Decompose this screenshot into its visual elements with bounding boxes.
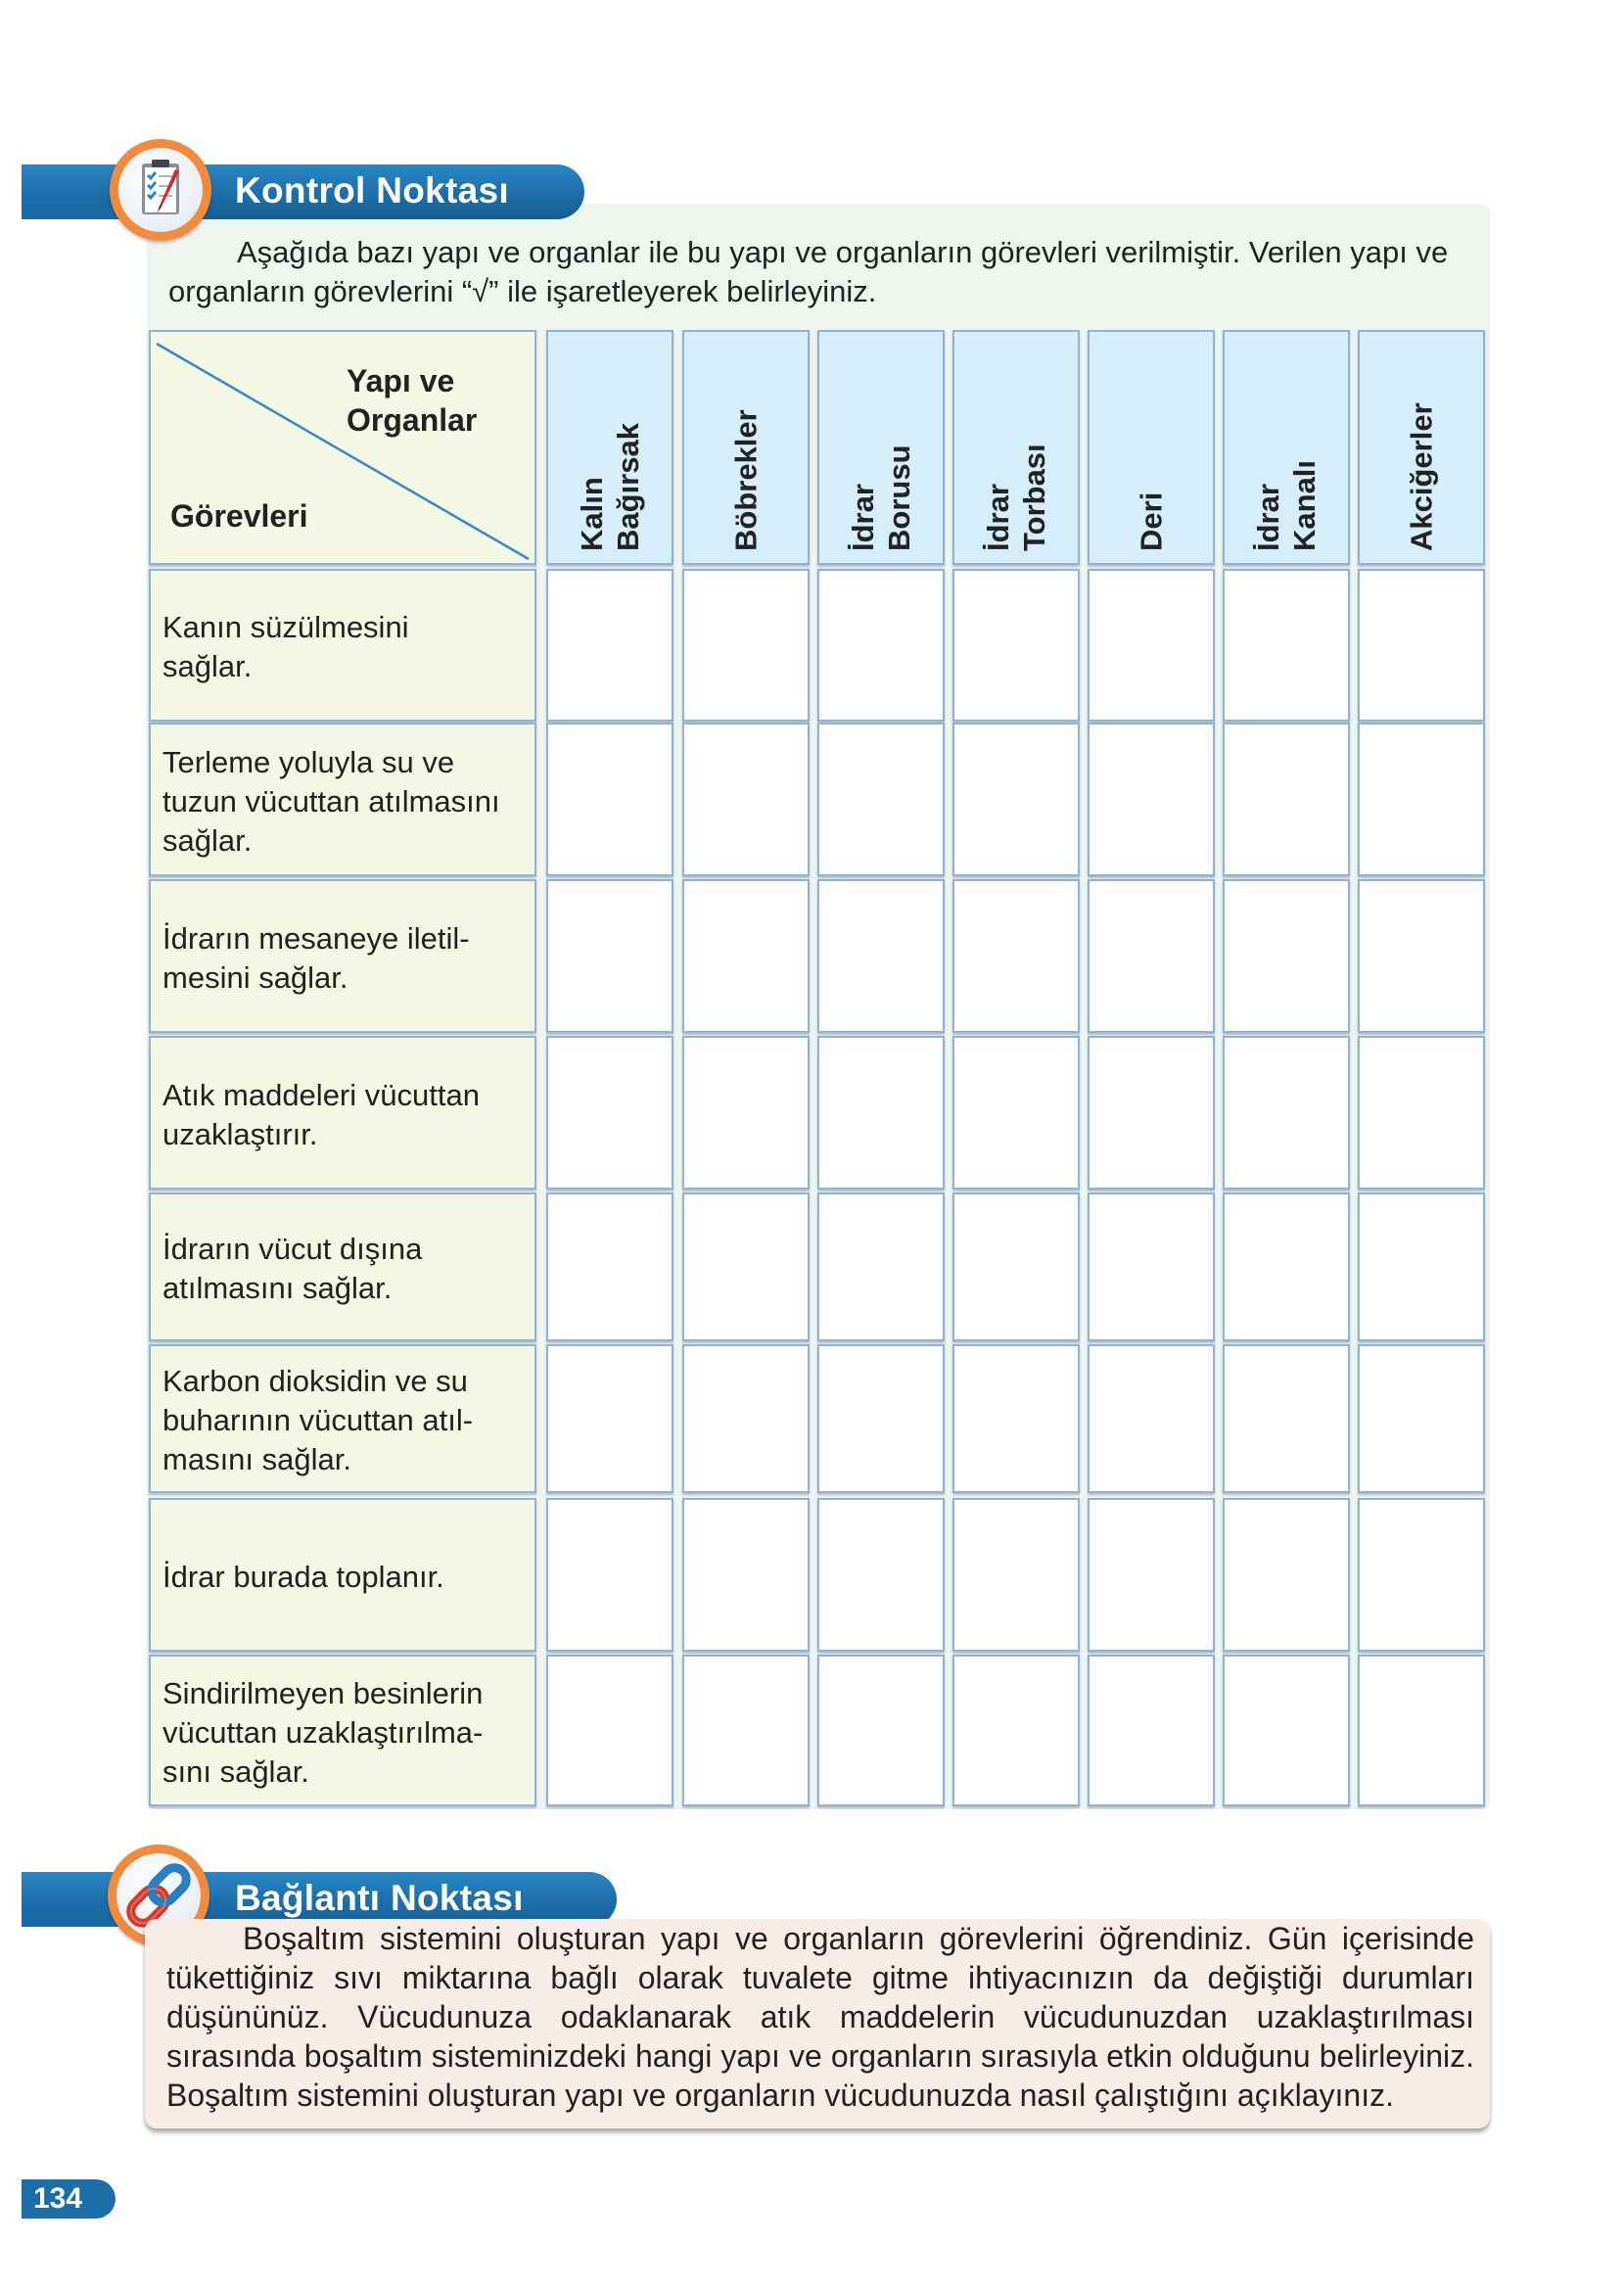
answer-cell[interactable] <box>1088 1498 1215 1652</box>
row-header-line: İdrarın mesaneye iletil- <box>162 921 470 956</box>
answer-cell[interactable] <box>817 1344 945 1493</box>
answer-cell[interactable] <box>1088 879 1215 1033</box>
row-header-line: Kanın süzülmesini <box>162 610 409 644</box>
row-header-text <box>162 1558 527 1597</box>
kontrol-badge <box>110 139 211 241</box>
answer-cell[interactable] <box>817 879 945 1033</box>
answer-cell[interactable] <box>546 1192 673 1341</box>
row-header-text <box>162 1076 527 1154</box>
answer-cell[interactable] <box>682 1036 810 1190</box>
answer-cell[interactable] <box>682 1192 810 1341</box>
column-header-line: Bağırsak <box>611 423 645 551</box>
row-header-line: sağlar. <box>162 823 253 858</box>
answer-cell[interactable] <box>952 879 1080 1033</box>
answer-cell[interactable] <box>682 1655 810 1806</box>
row-header-text <box>162 1230 527 1308</box>
column-header-line: Torbası <box>1017 444 1051 551</box>
row-header-line: Sindirilmeyen besinlerin <box>162 1676 484 1710</box>
answer-cell[interactable] <box>1358 1036 1485 1190</box>
answer-cell[interactable] <box>682 1344 810 1493</box>
answer-cell[interactable] <box>682 569 810 722</box>
answer-cell[interactable] <box>817 1192 945 1341</box>
answer-cell[interactable] <box>1223 1498 1350 1652</box>
row-header <box>149 1036 536 1190</box>
column-header <box>1088 330 1215 565</box>
answer-cell[interactable] <box>817 569 945 722</box>
row-header <box>149 569 536 722</box>
answer-cell[interactable] <box>1088 1655 1215 1806</box>
answer-cell[interactable] <box>1358 1498 1485 1652</box>
row-header-text <box>162 1674 527 1792</box>
row-header-line: Atık maddeleri vücuttan <box>162 1078 480 1112</box>
row-header-line: tuzun vücuttan atılmasını <box>162 784 500 818</box>
row-header <box>149 1498 536 1652</box>
answer-cell[interactable] <box>1223 1192 1350 1341</box>
answer-cell[interactable] <box>546 1498 673 1652</box>
row-header-line: Karbon dioksidin ve su <box>162 1364 468 1398</box>
answer-cell[interactable] <box>546 879 673 1033</box>
answer-cell[interactable] <box>1223 569 1350 722</box>
corner-structures-label <box>347 361 477 440</box>
corner-tasks-label: Görevleri <box>170 498 308 534</box>
answer-cell[interactable] <box>1223 879 1350 1033</box>
column-header <box>817 330 945 565</box>
row-header <box>149 1192 536 1341</box>
answer-cell[interactable] <box>1358 1344 1485 1493</box>
answer-cell[interactable] <box>546 569 673 722</box>
column-header-line: Kalın <box>575 477 609 551</box>
column-header-line: İdrar <box>846 484 880 551</box>
row-header-line: atılmasını sağlar. <box>162 1271 393 1305</box>
answer-cell[interactable] <box>546 1036 673 1190</box>
column-header-label <box>845 445 917 552</box>
row-header <box>149 1655 536 1806</box>
row-header-text <box>162 1362 527 1479</box>
column-header-label <box>728 409 765 551</box>
answer-cell[interactable] <box>817 1036 945 1190</box>
answer-cell[interactable] <box>952 1344 1080 1493</box>
column-header-line: Böbrekler <box>728 409 764 551</box>
column-header-line: İdrar <box>1251 484 1285 551</box>
column-header <box>952 330 1080 565</box>
answer-cell[interactable] <box>952 1655 1080 1806</box>
corner-structures-line-2: Organlar <box>347 402 478 438</box>
answer-cell[interactable] <box>1088 1192 1215 1341</box>
answer-cell[interactable] <box>1358 723 1485 876</box>
column-header-label <box>1250 460 1322 551</box>
column-header-label <box>980 444 1052 551</box>
column-header-line: Kanalı <box>1287 459 1322 551</box>
answer-cell[interactable] <box>952 569 1080 722</box>
column-header <box>546 330 673 565</box>
answer-cell[interactable] <box>817 1498 945 1652</box>
answer-cell[interactable] <box>952 1192 1080 1341</box>
column-header <box>1358 330 1485 565</box>
row-header <box>149 723 536 876</box>
row-header-line: İdrar burada toplanır. <box>162 1560 444 1594</box>
row-header-line: İdrarın vücut dışına <box>162 1232 423 1266</box>
answer-cell[interactable] <box>952 1498 1080 1652</box>
answer-cell[interactable] <box>1358 879 1485 1033</box>
answer-cell[interactable] <box>1088 1036 1215 1190</box>
row-header-line: vücuttan uzaklaştırılma- <box>162 1715 484 1750</box>
answer-cell[interactable] <box>1358 569 1485 722</box>
answer-cell[interactable] <box>1223 1036 1350 1190</box>
answer-cell[interactable] <box>682 1498 810 1652</box>
answer-cell[interactable] <box>817 723 945 876</box>
answer-cell[interactable] <box>1223 1344 1350 1493</box>
answer-cell[interactable] <box>1358 1655 1485 1806</box>
row-header <box>149 1344 536 1493</box>
answer-cell[interactable] <box>1088 1344 1215 1493</box>
row-header-line: masını sağlar. <box>162 1442 351 1476</box>
answer-cell[interactable] <box>1088 723 1215 876</box>
row-header-line: uzaklaştırır. <box>162 1117 318 1151</box>
answer-cell[interactable] <box>1088 569 1215 722</box>
answer-cell[interactable] <box>817 1655 945 1806</box>
baglanti-text: Boşaltım sistemini oluşturan yapı ve organların görevlerini öğrendiniz. Gün içerisinde tükettiğiniz sıvı miktarına bağlı olarak tuvalete gitme ihtiyacınızın da değiştiği durumları düşününüz. Vücudunuza odaklanarak atık maddelerin vücudunuzdan uzaklaştırılması sırasında boşaltım sisteminizdeki hangi yapı ve organların sırasıyla etkin olduğunu belirleyiniz. Boşaltım sistemini oluşturan yapı ve organların vücudunuzda nasıl çalıştığını açıklayınız. <box>166 1921 1474 2113</box>
kontrol-title: Kontrol Noktası <box>235 170 509 210</box>
column-header <box>682 330 810 565</box>
row-header-text <box>162 608 527 686</box>
answer-cell[interactable] <box>1358 1192 1485 1341</box>
kontrol-intro: Aşağıda bazı yapı ve organlar ile bu yapı ve organların görevleri verilmiştir. Verilen yapı ve organların görevlerini “√” ile işaretleyerek belirleyiniz. <box>168 235 1449 308</box>
answer-cell[interactable] <box>1223 723 1350 876</box>
column-header-line: Deri <box>1134 491 1169 551</box>
answer-cell[interactable] <box>546 1344 673 1493</box>
answer-cell[interactable] <box>682 723 810 876</box>
table-corner-cell <box>149 330 536 565</box>
row-header-text <box>162 919 527 998</box>
row-header-line: Terleme yoluyla su ve <box>162 745 455 779</box>
row-header <box>149 879 536 1033</box>
column-header-label <box>574 423 646 551</box>
column-header-line: Borusu <box>882 444 916 551</box>
column-header-line: İdrar <box>981 484 1015 551</box>
row-header-line: buharının vücuttan atıl- <box>162 1403 474 1437</box>
answer-cell[interactable] <box>546 723 673 876</box>
row-header-line: sağlar. <box>162 649 253 683</box>
column-header <box>1223 330 1350 565</box>
row-header-line: mesini sağlar. <box>162 960 348 995</box>
answer-cell[interactable] <box>952 723 1080 876</box>
baglanti-title: Bağlantı Noktası <box>235 1878 524 1918</box>
answer-cell[interactable] <box>546 1655 673 1806</box>
column-header-line: Akciğerler <box>1404 402 1439 551</box>
answer-cell[interactable] <box>952 1036 1080 1190</box>
corner-structures-line-1: Yapı ve <box>347 363 455 398</box>
answer-cell[interactable] <box>1223 1655 1350 1806</box>
row-header-text <box>162 743 527 861</box>
row-header-line: sını sağlar. <box>162 1754 309 1789</box>
column-header-label <box>1404 402 1440 551</box>
column-header-label <box>1134 492 1170 551</box>
checklist-clipboard-icon <box>118 148 203 232</box>
page-number: 134 <box>22 2179 116 2219</box>
answer-cell[interactable] <box>682 879 810 1033</box>
